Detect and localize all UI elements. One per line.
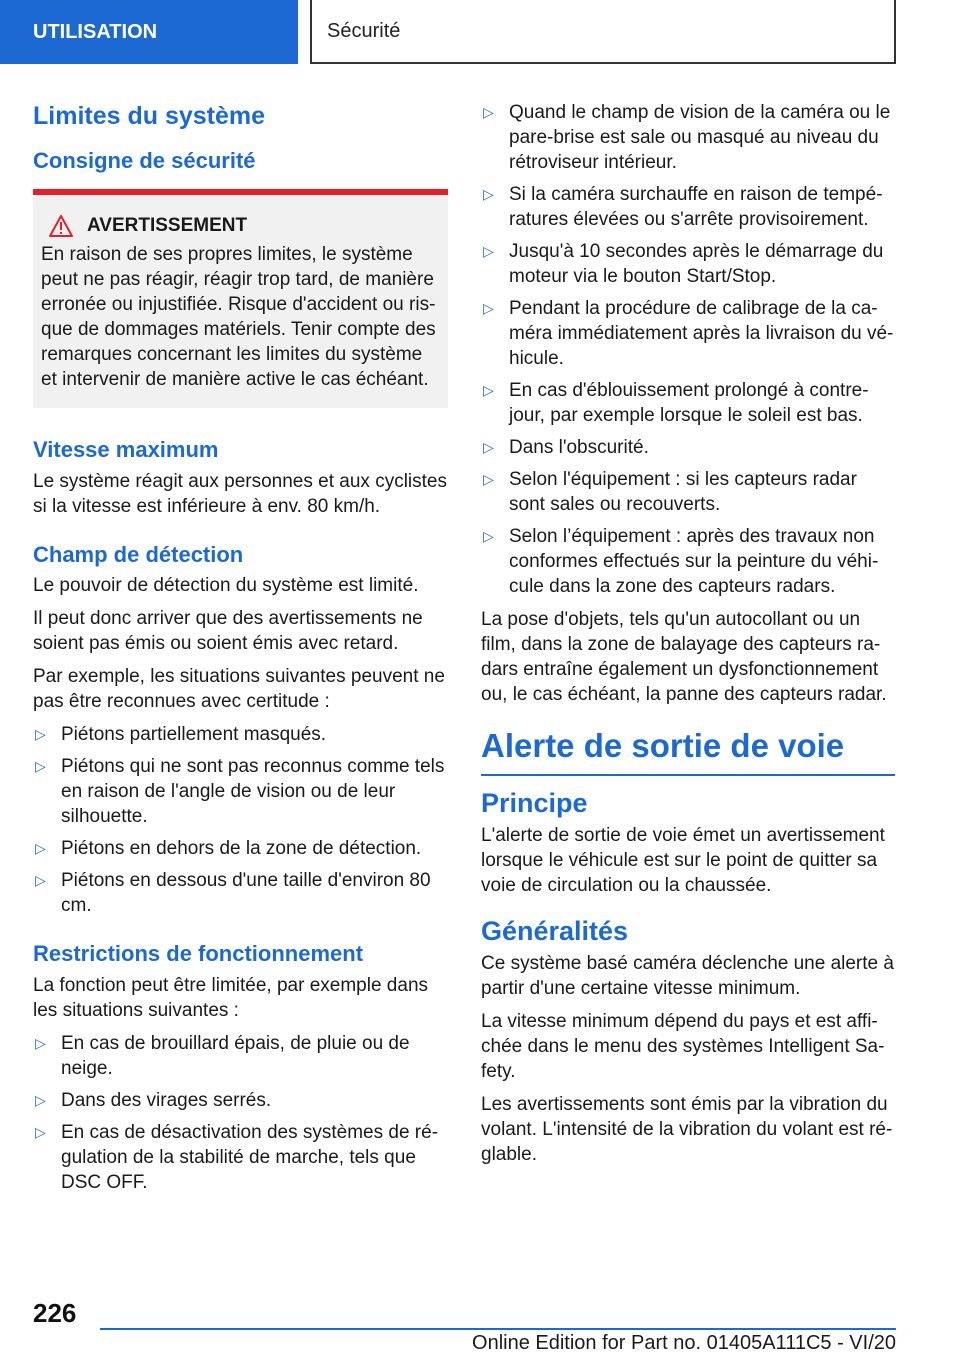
list-item: ▷ En cas de désactivation des systèmes de ré-gulation de la stabilité de marche, tels que DSC OFF. [35, 1121, 439, 1193]
triangle-right-icon: ▷ [35, 872, 46, 889]
general-heading: Généralités [481, 915, 629, 946]
list-item: ▷ Selon l'équipement : si les capteurs radar sont sales ou recouverts. [483, 469, 857, 515]
warning-header [41, 213, 440, 238]
warning-text: En raison de ses propres limites, le système peut ne pas réagir, réagir trop tard, de manière erronée ou injustifiée. Risque d'accident ou ris-que de dommages matériels. Tenir compte des remarques concernant les limites du système et intervenir de manière active le cas échéant. [41, 244, 436, 391]
restrictions-list-continued [481, 100, 895, 599]
radar-paragraph: La pose d'objets, tels qu'un autocollant ou un film, dans la zone de balayage des capteurs ra-dars entraîne également un dysfonctionnement ou, le cas échéant, la panne des capteurs radar. [481, 609, 887, 705]
triangle-right-icon: ▷ [35, 726, 46, 743]
warning-box [33, 189, 448, 408]
general-p3: Les avertissements sont émis par la vibration du volant. L'intensité de la vibration du volant est ré-glable. [481, 1093, 893, 1165]
right-column [481, 100, 895, 1175]
restrictions-text: La fonction peut être limitée, par exemple dans les situations suivantes : [33, 974, 429, 1021]
list-item: ▷ Si la caméra surchauffe en raison de tempé-ratures élevées ou s'arrête provisoirement. [483, 184, 883, 230]
list-item: ▷ Dans l'obscurité. [483, 437, 649, 458]
list-item: ▷ Piétons en dehors de la zone de détection. [35, 838, 422, 860]
warning-triangle-icon [49, 215, 73, 237]
triangle-right-icon: ▷ [483, 104, 494, 120]
page-number: 226 [33, 1298, 77, 1328]
triangle-right-icon: ▷ [483, 382, 494, 398]
triangle-right-icon: ▷ [35, 1034, 46, 1051]
warning-label: AVERTISSEMENT [87, 215, 248, 237]
page-title: Limites du système [33, 102, 266, 130]
detection-list [33, 722, 448, 918]
footer-divider [100, 1328, 896, 1330]
section-tab [0, 0, 298, 64]
restrictions-heading: Restrictions de fonctionnement [33, 941, 364, 967]
restrictions-list [33, 1031, 448, 1195]
chapter-label: Sécurité [327, 19, 401, 42]
detection-p1: Le pouvoir de détection du système est limité. [33, 575, 419, 597]
general-p2: La vitesse minimum dépend du pays et est affi-chée dans le menu des systèmes Intelligent Sa-fety. [481, 1010, 885, 1082]
triangle-right-icon: ▷ [483, 528, 494, 544]
general-p1: Ce système basé caméra déclenche une alerte à partir d'une certaine vitesse minimum. [481, 952, 894, 999]
detection-p2: Il peut donc arriver que des avertissements ne soient pas émis ou soient émis avec retard. [33, 608, 423, 655]
list-item: ▷ Piétons en dessous d'une taille d'environ 80 cm. [35, 870, 431, 917]
triangle-right-icon: ▷ [35, 1091, 46, 1108]
speed-heading: Vitesse maximum [33, 437, 219, 463]
triangle-right-icon: ▷ [483, 243, 494, 259]
left-column [33, 100, 448, 1203]
list-item: ▷ Quand le champ de vision de la caméra ou le pare-brise est sale ou masqué au niveau du rétroviseur intérieur. [483, 102, 891, 173]
chapter-header [310, 0, 896, 64]
principle-heading: Principe [481, 787, 588, 818]
list-item: ▷ Piétons qui ne sont pas reconnus comme tels en raison de l'angle de vision ou de leur silhouette. [35, 756, 445, 828]
triangle-right-icon: ▷ [35, 840, 46, 857]
principle-text: L'alerte de sortie de voie émet un avertissement lorsque le véhicule est sur le point de quitter sa voie de circulation ou la chaussée. [481, 824, 885, 896]
triangle-right-icon: ▷ [483, 471, 494, 487]
list-item: ▷ En cas de brouillard épais, de pluie ou de neige. [35, 1032, 410, 1079]
triangle-right-icon: ▷ [35, 1123, 46, 1140]
safety-subtitle: Consigne de sécurité [33, 147, 256, 173]
triangle-right-icon: ▷ [483, 186, 494, 202]
list-item: ▷ Pendant la procédure de calibrage de la ca-méra immédiatement après la livraison du vé-hicule. [483, 298, 894, 369]
detection-heading: Champ de détection [33, 541, 244, 567]
triangle-right-icon: ▷ [35, 758, 46, 775]
footer-edition: Online Edition for Part no. 01405A111C5 - VI/20 [472, 1332, 896, 1354]
list-item: ▷ Jusqu'à 10 secondes après le démarrage du moteur via le bouton Start/Stop. [483, 241, 884, 287]
list-item: ▷ En cas d'éblouissement prolongé à contre-jour, par exemple lorsque le soleil est bas. [483, 380, 869, 426]
triangle-right-icon: ▷ [483, 300, 494, 316]
list-item: ▷ Selon l’équipement : après des travaux non conformes effectués sur la peinture du véhi-cule dans la zone des capteurs radars. [483, 526, 879, 597]
section-title-lane-departure: Alerte de sortie de voie [481, 725, 895, 776]
triangle-right-icon: ▷ [483, 439, 494, 455]
speed-text: Le système réagit aux personnes et aux cyclistes si la vitesse est inférieure à env. 80 km/h. [33, 470, 447, 517]
section-label: UTILISATION [33, 20, 158, 43]
detection-p3: Par exemple, les situations suivantes peuvent ne pas être reconnues avec certitude : [33, 666, 445, 713]
list-item: ▷ Piétons partiellement masqués. [35, 724, 327, 746]
list-item: ▷ Dans des virages serrés. [35, 1089, 272, 1111]
